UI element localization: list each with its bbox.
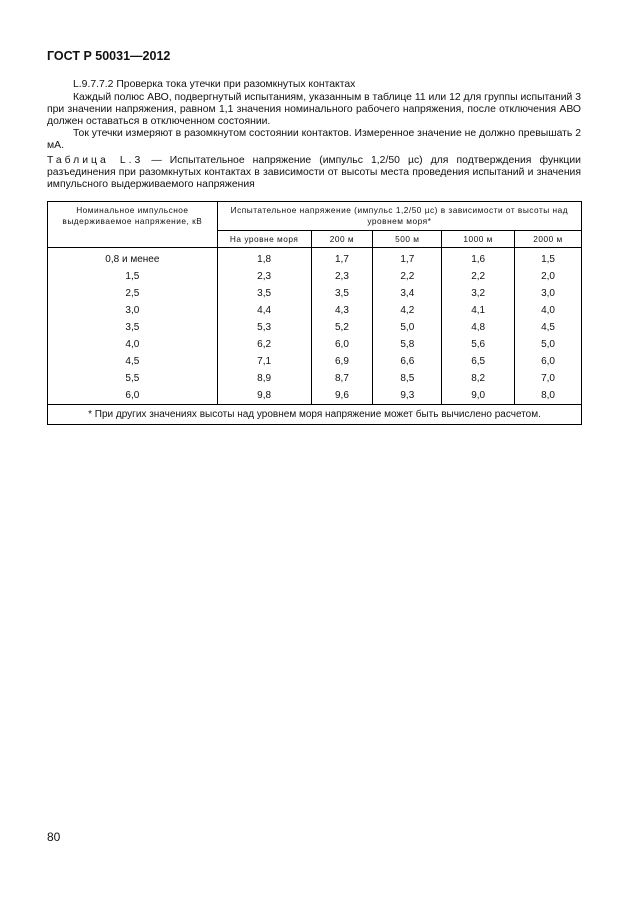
table-cell: 4,0	[515, 302, 582, 319]
table-cell: 4,8	[442, 319, 515, 336]
table-row	[48, 387, 582, 405]
table-cell: 7,1	[217, 353, 311, 370]
table-row	[48, 353, 582, 370]
table-row	[48, 302, 582, 319]
table-cell: 2,3	[311, 268, 373, 285]
table-row	[48, 336, 582, 353]
col-header-200m: 200 м	[311, 231, 373, 248]
table-cell: 4,2	[373, 302, 442, 319]
table-cell: 9,8	[217, 387, 311, 405]
document-header: ГОСТ Р 50031—2012	[47, 49, 171, 63]
paragraph-2: Ток утечки измеряют в разомкнутом состоянии контактов. Измеренное значение не должно превышать 2 мА.	[47, 128, 581, 151]
table-cell: 5,0	[515, 336, 582, 353]
table-cell: 3,5	[217, 285, 311, 302]
table-cell: 8,5	[373, 370, 442, 387]
col-header-1000m: 1000 м	[442, 231, 515, 248]
table-cell: 6,2	[217, 336, 311, 353]
table-cell: 4,5	[48, 353, 218, 370]
table-cell: 6,5	[442, 353, 515, 370]
table-cell: 2,2	[373, 268, 442, 285]
table-cell: 4,4	[217, 302, 311, 319]
table-cell: 1,8	[217, 251, 311, 268]
table-cell: 5,3	[217, 319, 311, 336]
table-caption-text: — Испытательное напряжение (импульс 1,2/50 µс) для подтверждения функции разъединения при разомкнутых контактах в зависимости от высоты места проведения испытаний и значения импульсного выдерживаемого напряжения	[47, 155, 581, 190]
table-cell: 6,9	[311, 353, 373, 370]
col-header-sea-level: На уровне моря	[217, 231, 311, 248]
table-row	[48, 251, 582, 268]
table-cell: 6,0	[48, 387, 218, 405]
table-cell: 8,9	[217, 370, 311, 387]
table-cell: 2,2	[442, 268, 515, 285]
table-cell: 6,0	[515, 353, 582, 370]
table-row	[48, 268, 582, 285]
table-cell: 5,8	[373, 336, 442, 353]
table-cell: 8,2	[442, 370, 515, 387]
table-row	[48, 319, 582, 336]
table-footnote: * При других значениях высоты над уровнем моря напряжение может быть вычислено расчетом.	[48, 405, 582, 425]
col-header-test-voltage: Испытательное напряжение (импульс 1,2/50 µс) в зависимости от высоты над уровнем моря*	[217, 202, 581, 231]
table-cell: 3,5	[48, 319, 218, 336]
table-cell: 5,0	[373, 319, 442, 336]
table-cell: 5,5	[48, 370, 218, 387]
table-row	[48, 285, 582, 302]
table-cell: 0,8 и менее	[48, 251, 218, 268]
table-cell: 7,0	[515, 370, 582, 387]
table-cell: 2,3	[217, 268, 311, 285]
table-cell: 4,1	[442, 302, 515, 319]
table-cell: 1,6	[442, 251, 515, 268]
table-cell: 5,6	[442, 336, 515, 353]
table-row	[48, 370, 582, 387]
table-cell: 8,0	[515, 387, 582, 405]
table-cell: 1,5	[48, 268, 218, 285]
table-cell: 3,2	[442, 285, 515, 302]
table-cell: 9,6	[311, 387, 373, 405]
table-cell: 6,6	[373, 353, 442, 370]
table-cell: 3,0	[515, 285, 582, 302]
table-cell: 4,3	[311, 302, 373, 319]
col-header-rated-voltage: Номинальное импульсное выдерживаемое напряжение, кВ	[48, 202, 218, 248]
voltage-table	[47, 201, 582, 425]
table-cell: 1,7	[373, 251, 442, 268]
table-cell: 2,5	[48, 285, 218, 302]
table-cell: 9,0	[442, 387, 515, 405]
table-cell: 3,5	[311, 285, 373, 302]
table-cell: 4,5	[515, 319, 582, 336]
table-cell: 3,4	[373, 285, 442, 302]
table-cell: 3,0	[48, 302, 218, 319]
paragraph-1: Каждый полюс АВО, подвергнутый испытаниям, указанным в таблице 11 или 12 для группы испытаний 3 при значении напряжения, равном 1,1 значения номинального рабочего напряжения, после отключения АВО должен оставаться в отключенном состоянии.	[47, 92, 581, 127]
page-number: 80	[47, 830, 61, 844]
table-cell: 4,0	[48, 336, 218, 353]
table-cell: 1,7	[311, 251, 373, 268]
table-caption-label: Таблица L.3	[47, 155, 144, 166]
table-cell: 6,0	[311, 336, 373, 353]
table-cell: 1,5	[515, 251, 582, 268]
col-header-2000m: 2000 м	[515, 231, 582, 248]
table-cell: 9,3	[373, 387, 442, 405]
table-caption	[47, 155, 581, 191]
table-cell: 8,7	[311, 370, 373, 387]
table-cell: 5,2	[311, 319, 373, 336]
col-header-500m: 500 м	[373, 231, 442, 248]
section-heading: L.9.7.7.2 Проверка тока утечки при разомкнутых контактах	[73, 79, 356, 90]
table-cell: 2,0	[515, 268, 582, 285]
